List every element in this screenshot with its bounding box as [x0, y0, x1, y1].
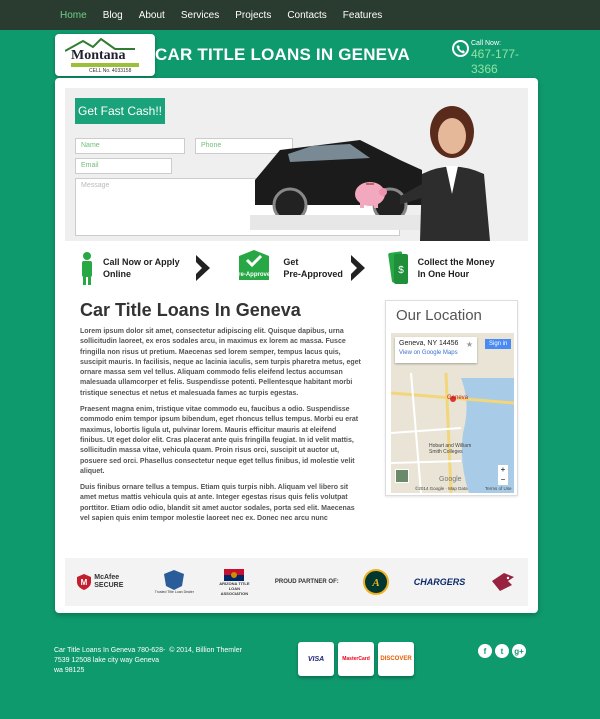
athletics-logo: [363, 569, 389, 595]
top-nav: [0, 0, 600, 30]
piggy-bank-icon: [350, 178, 390, 212]
step1-line2: Online: [103, 268, 132, 279]
money-icon: [388, 250, 410, 286]
step1-line1: Call Now or Apply: [103, 256, 180, 267]
step-apply: [65, 241, 219, 294]
location-title: Our Location: [396, 307, 482, 324]
footer-address: [54, 646, 242, 676]
logo-cell: CELL No. 4033158: [89, 68, 132, 74]
map-link[interactable]: View on Google Maps: [399, 350, 458, 356]
paragraph-2: Praesent magna enim, tristique vitae commodo eu, faucibus a odio. Suspendisse commodo enim tempor ipsum bibendum, eget rhoncus tellus tempus. Morbi eu erat maximus, lobortis ligula ut, pulvinar lorem. Mauris efficitur mauris at eleifend finibus. Ut eget dolor elit. Cras placerat ante quis fringilla feugiat. In id velit mattis, sollicitudin massa vitae, vehicula quam. Proin risus orci, suscipit ut auctor ut, posuere sed orci. Phasellus consectetur neque eget tellus finibus, id molestie velit aliquet.: [80, 406, 359, 475]
proud-partner-label: PROUD PARTNER OF:: [274, 579, 339, 585]
location-box: [385, 300, 518, 496]
nav-contacts[interactable]: Contacts: [287, 9, 327, 21]
pre-approved-icon: [233, 250, 275, 286]
map-city-label: Geneva: [447, 395, 469, 401]
map-info-card: [395, 337, 477, 363]
page-title: CAR TITLE LOANS IN GENEVA: [155, 45, 410, 64]
step-collect: [374, 241, 528, 294]
visa-card-icon: VISA: [298, 642, 334, 676]
svg-text:A: A: [372, 577, 380, 589]
logo-brand: Montana: [71, 48, 126, 63]
chevron-right-icon: [193, 253, 213, 283]
map-copyright: ©2014 Google · Map Data: [415, 486, 468, 491]
arizona-logo: [218, 569, 250, 596]
shield-icon: [77, 574, 91, 590]
call-number[interactable]: 467-177-3366: [471, 47, 520, 76]
step3-line2: In One Hour: [417, 268, 470, 279]
step3-line1: Collect the Money: [417, 256, 495, 267]
email-field[interactable]: Email: [75, 158, 172, 174]
map-place: Geneva, NY 14456: [399, 340, 459, 347]
content-heading: Car Title Loans In Geneva: [80, 300, 301, 320]
google-label: Google: [439, 476, 462, 483]
steps-bar: [65, 241, 528, 294]
footer-copyright: © 2014, Billion Themler: [169, 647, 242, 654]
chevron-right-icon: [348, 253, 368, 283]
partners-strip: [65, 558, 528, 606]
google-map[interactable]: [391, 333, 514, 493]
mcafee-logo: [77, 574, 130, 590]
footer-line2: 7539 12508 lake city way Geneva: [54, 657, 160, 664]
trusted-dealer-logo: [155, 570, 194, 594]
car-image: [250, 110, 425, 230]
discover-card-icon: DISCOVER: [378, 642, 414, 676]
step2-line1: Get: [283, 256, 299, 267]
map-college-label: Hobart and William Smith Colleges: [429, 443, 472, 455]
twitter-icon[interactable]: t: [495, 644, 509, 658]
map-thumbnail[interactable]: [395, 469, 409, 483]
arizona-flag-icon: [224, 569, 244, 581]
mcafee-text: McAfee SECURE: [94, 574, 124, 589]
site-logo[interactable]: [55, 34, 155, 76]
star-icon[interactable]: ★: [465, 340, 473, 349]
nav-home[interactable]: Home: [60, 9, 87, 21]
phone-field[interactable]: Phone: [195, 138, 293, 154]
svg-text:M: M: [80, 578, 88, 587]
arizona-text: ARIZONA TITLE LOAN ASSOCIATION: [219, 580, 250, 596]
footer-line1: Car Title Loans In Geneva 780-628-: [54, 647, 166, 654]
call-now-label: Call Now:: [471, 40, 501, 47]
zoom-in-button[interactable]: +: [498, 465, 508, 475]
woman-image: [400, 104, 510, 241]
chargers-logo: [414, 577, 466, 587]
svg-text:$: $: [397, 264, 404, 276]
get-fast-cash-button[interactable]: Get Fast Cash!!: [75, 98, 165, 124]
nav-features[interactable]: Features: [342, 9, 383, 21]
nav-about[interactable]: About: [138, 9, 165, 21]
paragraph-3: Duis finibus ornare tellus a tempus. Etiam quis turpis nibh. Aliquam vel libero sit amet metus mattis vehicula quis at ante. Integer egestas risus quis felis volutpat porttitor. Etiam odio odio, blandit sit amet auctor sodales, porta sed elit. Maecenas vel sapien quis enim tempor molestie laoreet nec ex. Donec nec arcu nunc: [80, 484, 355, 523]
cardinals-logo: [490, 571, 516, 593]
pre-approved-badge-text: Pre-Approved: [234, 271, 275, 278]
trusted-badge-icon: [164, 570, 184, 590]
paragraph-1: Lorem ipsum dolor sit amet, consectetur adipiscing elit. Quisque dapibus, urna sollicitudin laoreet, ex eros sodales arcu, in maximus ex lorem ac massa. Fusce fringilla non risus ut pretium. Maecenas sed lorem semper, tempus lacus quis, suscipit mauris. In facilisis, neque ac lacinia iaculis, sem turpis pharetra metus, eget ornare massa sem vel tellus. Aliquam commodo felis eleifend lectus accumsan malesuada ullamcorper et felis. Suspendisse potenti. Pellentesque habitant morbi tristique senectus et netus et malesuada fames ac turpis egestas.: [80, 328, 361, 397]
footer-line3: wa 98125: [54, 667, 85, 674]
main-content: [80, 300, 362, 530]
main-panel: [55, 78, 538, 613]
cardinal-bird-icon: [490, 571, 516, 593]
athletics-icon: [363, 569, 389, 595]
step-approved: [219, 241, 373, 294]
social-links: [478, 644, 526, 658]
sign-in-button[interactable]: Sign in: [485, 339, 511, 349]
step2-line2: Pre-Approved: [283, 268, 343, 279]
hero-banner: [65, 88, 528, 241]
map-terms[interactable]: Terms of Use: [485, 486, 512, 491]
nav-services[interactable]: Services: [180, 9, 220, 21]
chargers-text: CHARGERS: [413, 577, 466, 587]
trusted-dealer-text: Trusted Title Loan Dealer: [154, 590, 194, 594]
zoom-out-button[interactable]: −: [498, 475, 508, 485]
google-plus-icon[interactable]: g+: [512, 644, 526, 658]
phone-icon: [452, 40, 469, 57]
message-field[interactable]: Message: [75, 178, 400, 236]
facebook-icon[interactable]: f: [478, 644, 492, 658]
person-icon: [79, 251, 95, 285]
nav-blog[interactable]: Blog: [102, 9, 123, 21]
payment-cards: [298, 642, 414, 676]
nav-projects[interactable]: Projects: [235, 9, 272, 21]
mastercard-icon: MasterCard: [338, 642, 374, 676]
name-field[interactable]: Name: [75, 138, 185, 154]
logo-bar: [71, 63, 139, 67]
